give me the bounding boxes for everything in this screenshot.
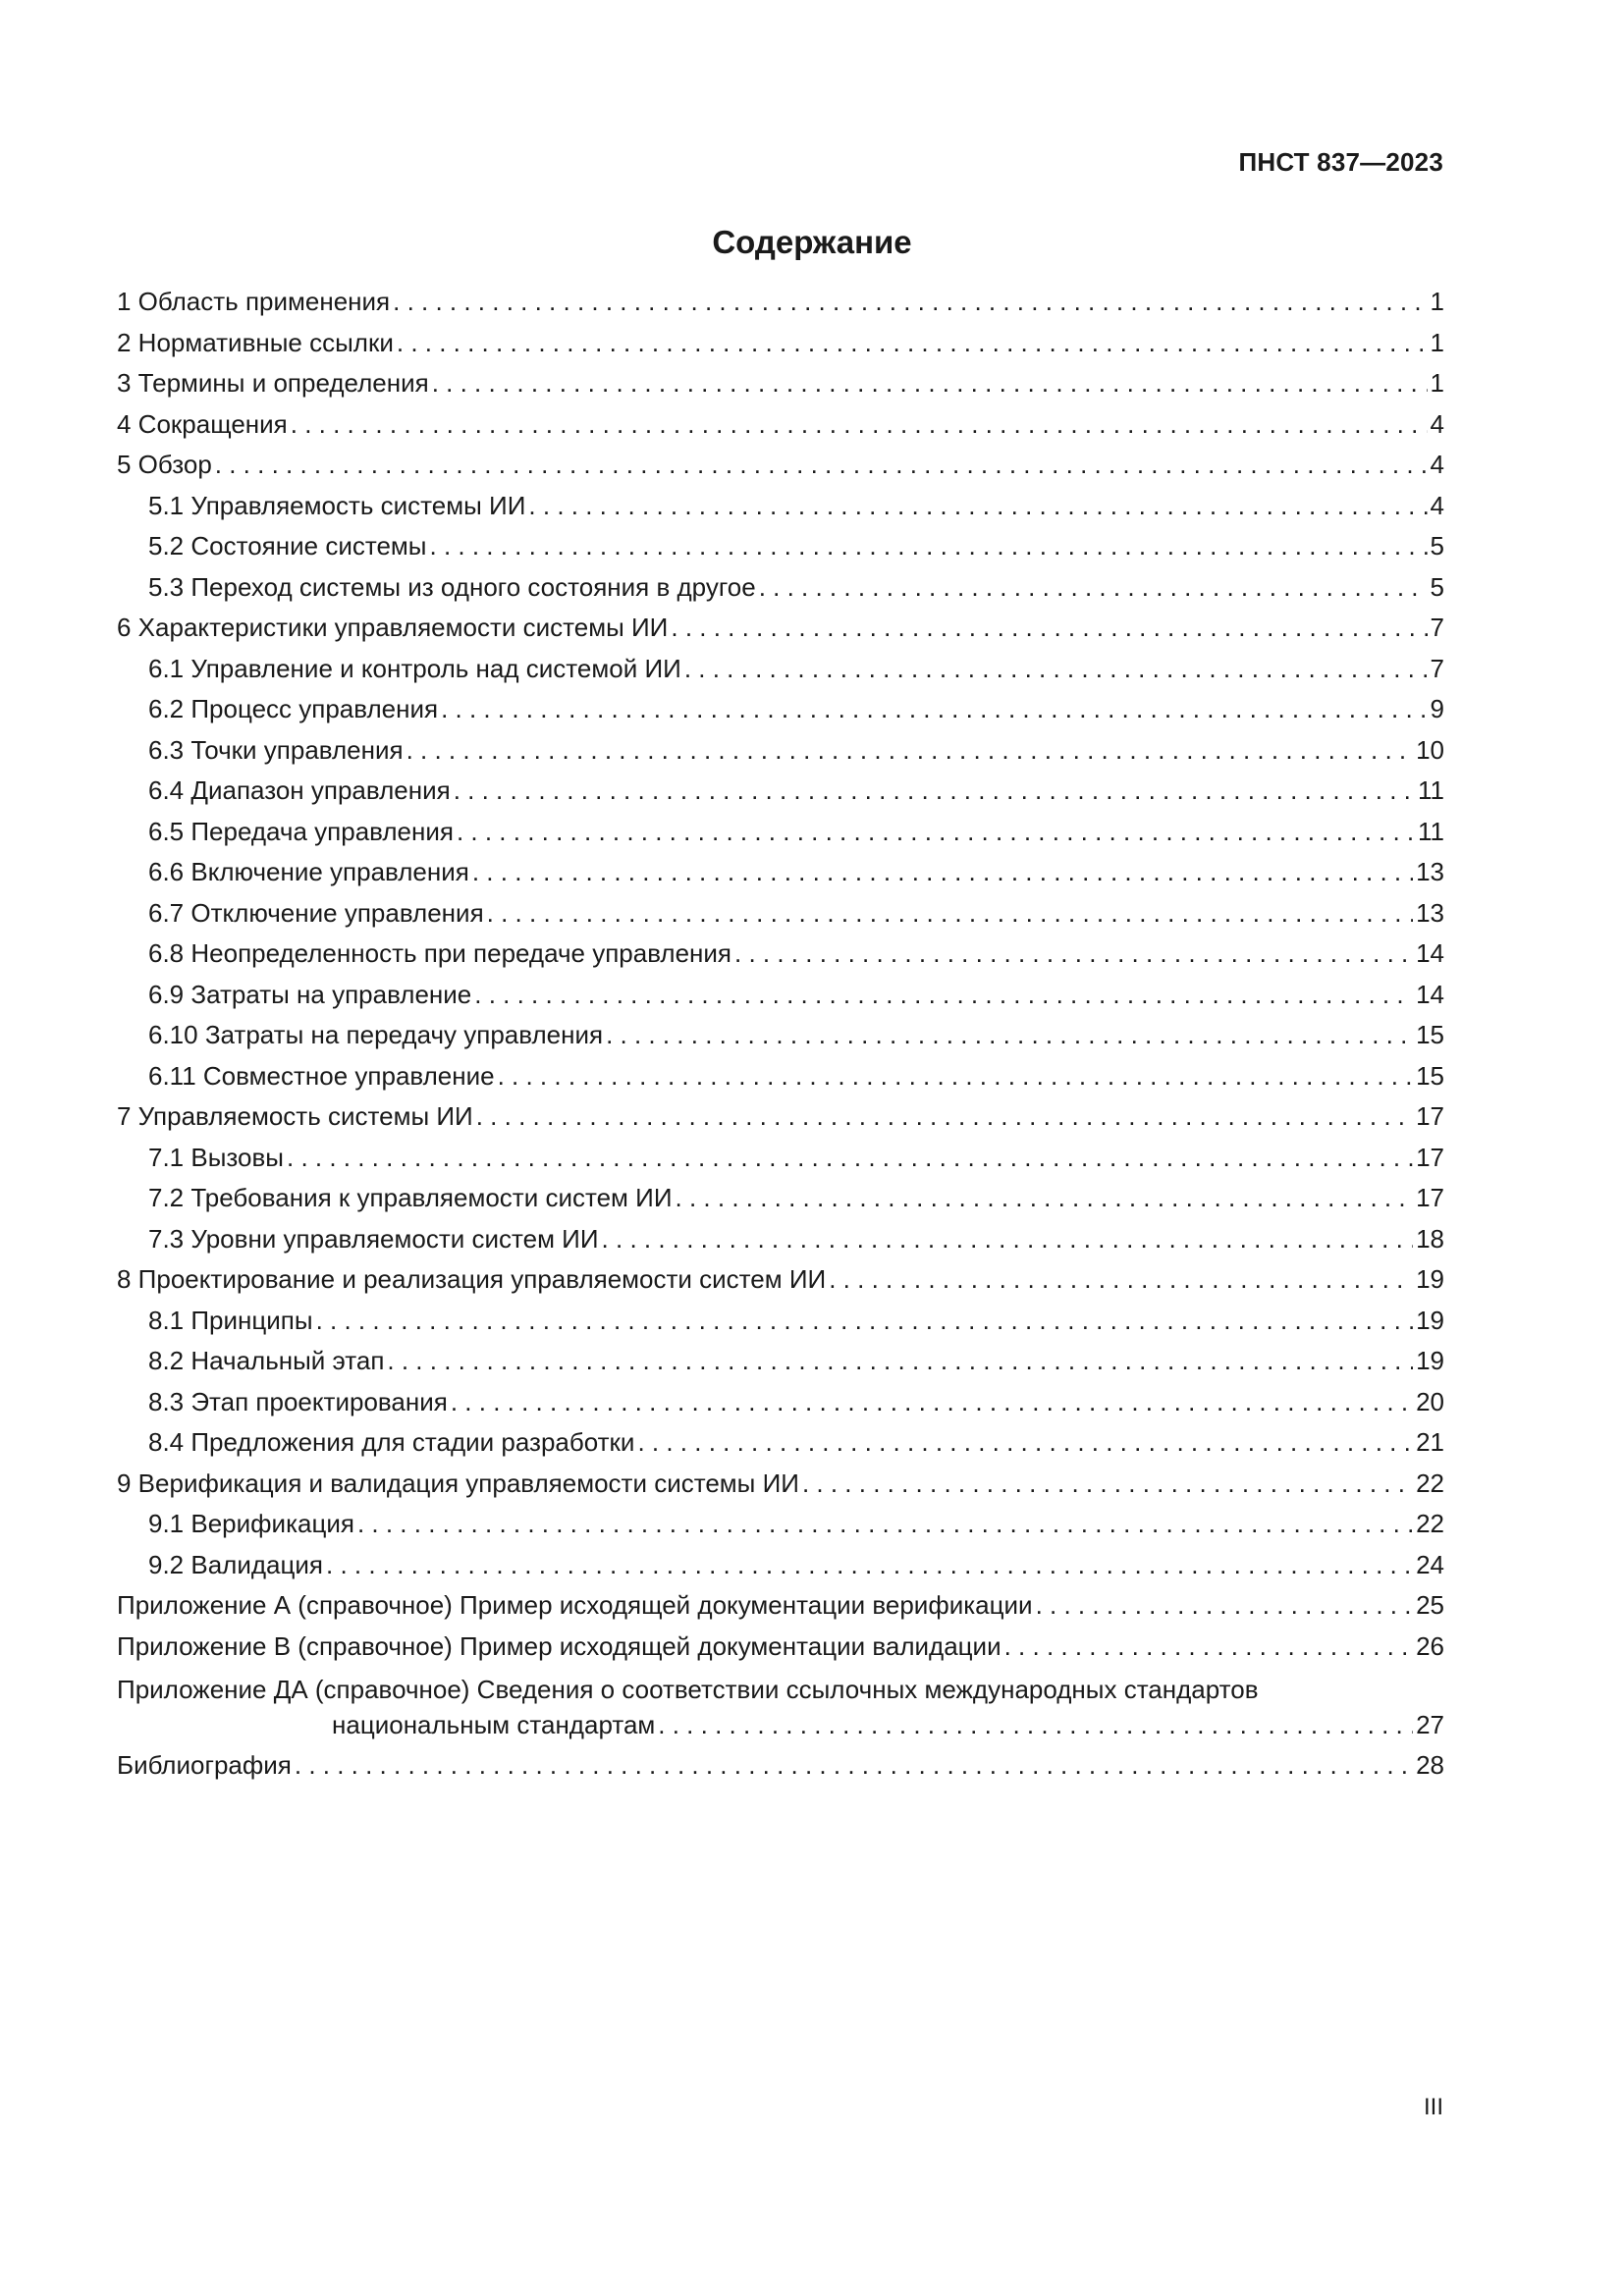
toc-leader-dots bbox=[759, 572, 1428, 603]
toc-leader-dots bbox=[441, 694, 1427, 724]
toc-entry-label: 4 Сокращения bbox=[117, 408, 288, 439]
toc-entry-page: 5 bbox=[1430, 571, 1444, 602]
toc-leader-dots bbox=[734, 938, 1413, 969]
toc-entry-page: 19 bbox=[1416, 1264, 1444, 1294]
toc-entry-page: 10 bbox=[1416, 734, 1444, 765]
toc-entry-page: 25 bbox=[1416, 1590, 1444, 1620]
toc-entry-page: 20 bbox=[1416, 1386, 1444, 1416]
toc-leader-dots bbox=[606, 1020, 1413, 1050]
toc-leader-dots bbox=[451, 1387, 1413, 1417]
toc-entry-page: 26 bbox=[1416, 1630, 1444, 1661]
toc-entry-label-continued: национальным стандартам bbox=[332, 1710, 656, 1739]
toc-entry-label: 6 Характеристики управляемости системы ИИ bbox=[117, 613, 669, 642]
toc-entry-page: 1 bbox=[1430, 327, 1444, 357]
toc-leader-dots bbox=[357, 1509, 1413, 1539]
toc-entry-label: 6.2 Процесс управления bbox=[148, 694, 439, 723]
toc-entry-label: 5 Обзор bbox=[117, 450, 212, 479]
toc-entry[interactable] bbox=[117, 980, 1444, 1021]
toc-leader-dots bbox=[291, 409, 1428, 440]
toc-leader-dots bbox=[387, 1346, 1413, 1376]
toc-leader-dots bbox=[1004, 1631, 1413, 1662]
toc-leader-dots bbox=[637, 1427, 1413, 1458]
toc-entry[interactable] bbox=[117, 1550, 1444, 1591]
toc-leader-dots bbox=[829, 1264, 1413, 1295]
toc-entry-label: 6.11 Совместное управление bbox=[148, 1060, 495, 1091]
toc-leader-dots bbox=[457, 817, 1415, 847]
toc-entry-page: 4 bbox=[1430, 490, 1444, 520]
toc-leader-dots bbox=[326, 1550, 1413, 1580]
toc-entry-label: 6.4 Диапазон управления bbox=[148, 775, 451, 805]
toc-entry-page: 7 bbox=[1430, 653, 1444, 683]
toc-leader-dots bbox=[802, 1468, 1413, 1499]
toc-leader-dots bbox=[215, 450, 1428, 480]
toc-entry-label: Приложение А (справочное) Пример исходящей документации верификации bbox=[117, 1590, 1033, 1620]
toc-entry[interactable] bbox=[117, 817, 1444, 858]
toc-entry-label: 7.3 Уровни управляемости систем ИИ bbox=[148, 1223, 599, 1254]
toc-entry[interactable] bbox=[117, 1224, 1444, 1265]
toc-entry[interactable] bbox=[117, 1264, 1444, 1306]
toc-entry[interactable] bbox=[117, 450, 1444, 491]
toc-entry-label: 6.5 Передача управления bbox=[148, 816, 454, 846]
toc-entry-label: Приложение ДА (справочное) Сведения о соответствии ссылочных международных стандартов bbox=[117, 1675, 1259, 1704]
toc-entry-label: 8.4 Предложения для стадии разработки bbox=[148, 1427, 635, 1457]
toc-entry[interactable] bbox=[117, 1672, 1444, 1750]
toc-leader-dots bbox=[487, 898, 1413, 929]
toc-leader-dots bbox=[528, 491, 1427, 521]
toc-entry-page: 13 bbox=[1416, 897, 1444, 928]
toc-leader-dots bbox=[684, 654, 1428, 684]
toc-entry-page: 24 bbox=[1416, 1549, 1444, 1579]
toc-entry-label: 6.8 Неопределенность при передаче управления bbox=[148, 938, 732, 968]
page-number: III bbox=[1423, 2094, 1443, 2120]
toc-entry-label: 6.7 Отключение управления bbox=[148, 897, 484, 928]
toc-entry[interactable] bbox=[117, 1346, 1444, 1387]
toc-entry[interactable] bbox=[117, 409, 1444, 451]
toc-entry[interactable] bbox=[117, 1061, 1444, 1102]
toc-entry-label: 1 Область применения bbox=[117, 287, 391, 316]
toc-entry[interactable] bbox=[117, 898, 1444, 939]
toc-entry[interactable] bbox=[117, 1590, 1444, 1631]
toc-entry[interactable] bbox=[117, 938, 1444, 980]
toc-leader-dots bbox=[432, 368, 1428, 399]
toc-entry[interactable] bbox=[117, 654, 1444, 695]
toc-entry[interactable] bbox=[117, 1306, 1444, 1347]
document-code: ПНСТ 837—2023 bbox=[1238, 147, 1443, 177]
toc-entry-page: 22 bbox=[1416, 1509, 1444, 1538]
toc-entry-page: 4 bbox=[1430, 408, 1444, 439]
toc-entry[interactable] bbox=[117, 1020, 1444, 1061]
toc-entry[interactable] bbox=[117, 328, 1444, 369]
toc-entry-label: 2 Нормативные ссылки bbox=[117, 327, 394, 357]
toc-entry[interactable] bbox=[117, 1631, 1444, 1673]
toc-leader-dots bbox=[498, 1061, 1413, 1092]
toc-leader-dots bbox=[295, 1750, 1413, 1781]
toc-entry-label: 7 Управляемость системы ИИ bbox=[117, 1101, 473, 1131]
toc-entry-page: 18 bbox=[1416, 1223, 1444, 1254]
toc-entry-page: 1 bbox=[1430, 287, 1444, 316]
toc-entry-label: 5.1 Управляемость системы ИИ bbox=[148, 490, 526, 520]
toc-entry-label: 8.2 Начальный этап bbox=[148, 1346, 385, 1375]
toc-entry[interactable] bbox=[117, 287, 1444, 328]
toc-entry-label: 6.6 Включение управления bbox=[148, 857, 469, 886]
table-of-contents bbox=[117, 287, 1444, 1791]
toc-entry-label: 6.3 Точки управления bbox=[148, 734, 404, 765]
toc-entry[interactable] bbox=[117, 735, 1444, 776]
toc-entry-page: 19 bbox=[1416, 1305, 1444, 1335]
toc-entry-page: 15 bbox=[1416, 1060, 1444, 1091]
toc-entry-label: 5.3 Переход системы из одного состояния в другое bbox=[148, 571, 756, 602]
toc-entry-page: 28 bbox=[1416, 1750, 1444, 1780]
toc-entry-page: 17 bbox=[1416, 1101, 1444, 1131]
toc-entry[interactable] bbox=[117, 775, 1444, 817]
toc-entry[interactable] bbox=[117, 1427, 1444, 1468]
toc-entry[interactable] bbox=[117, 572, 1444, 614]
toc-leader-dots bbox=[658, 1707, 1413, 1742]
toc-entry-page: 11 bbox=[1418, 816, 1444, 846]
toc-entry-label: 9.2 Валидация bbox=[148, 1549, 323, 1579]
toc-leader-dots bbox=[406, 735, 1413, 766]
toc-entry-label: 3 Термины и определения bbox=[117, 368, 429, 398]
toc-leader-dots bbox=[476, 1101, 1413, 1132]
toc-entry[interactable] bbox=[117, 368, 1444, 409]
toc-entry[interactable] bbox=[117, 1509, 1444, 1550]
toc-entry-label: 8 Проектирование и реализация управляемости систем ИИ bbox=[117, 1264, 827, 1294]
toc-entry-page: 14 bbox=[1416, 979, 1444, 1009]
toc-entry[interactable] bbox=[117, 531, 1444, 572]
toc-leader-dots bbox=[397, 328, 1428, 358]
toc-entry[interactable] bbox=[117, 1143, 1444, 1184]
toc-leader-dots bbox=[393, 287, 1427, 317]
toc-title: Содержание bbox=[712, 224, 912, 260]
toc-entry-page: 11 bbox=[1418, 775, 1444, 805]
toc-leader-dots bbox=[430, 531, 1428, 561]
toc-entry-page: 7 bbox=[1430, 613, 1444, 642]
toc-entry-page: 21 bbox=[1416, 1427, 1444, 1457]
toc-leader-dots bbox=[1036, 1590, 1413, 1621]
toc-leader-dots bbox=[474, 980, 1413, 1010]
toc-entry[interactable] bbox=[117, 1750, 1444, 1791]
toc-entry[interactable] bbox=[117, 491, 1444, 532]
toc-entry[interactable] bbox=[117, 694, 1444, 735]
toc-entry-page: 1 bbox=[1430, 368, 1444, 398]
toc-entry-page: 17 bbox=[1416, 1142, 1444, 1172]
toc-entry-label: Приложение В (справочное) Пример исходящей документации валидации bbox=[117, 1630, 1001, 1661]
toc-entry-label: 9 Верификация и валидация управляемости системы ИИ bbox=[117, 1468, 799, 1498]
toc-leader-dots bbox=[602, 1224, 1414, 1255]
toc-entry-page: 4 bbox=[1430, 450, 1444, 479]
toc-leader-dots bbox=[454, 775, 1415, 806]
toc-entry[interactable] bbox=[117, 1101, 1444, 1143]
toc-entry[interactable] bbox=[117, 1468, 1444, 1510]
toc-entry-label: 9.1 Верификация bbox=[148, 1509, 354, 1538]
toc-leader-dots bbox=[316, 1306, 1414, 1336]
toc-entry[interactable] bbox=[117, 613, 1444, 654]
toc-entry-page: 5 bbox=[1430, 531, 1444, 561]
toc-entry-page: 19 bbox=[1416, 1346, 1444, 1375]
toc-entry-page: 14 bbox=[1416, 938, 1444, 968]
toc-entry[interactable] bbox=[117, 1387, 1444, 1428]
toc-entry-label: 6.10 Затраты на передачу управления bbox=[148, 1020, 604, 1049]
toc-entry-page: 15 bbox=[1416, 1020, 1444, 1049]
toc-leader-dots bbox=[472, 857, 1413, 887]
toc-entry-label: 8.1 Принципы bbox=[148, 1305, 313, 1335]
toc-entry[interactable] bbox=[117, 1183, 1444, 1224]
toc-entry-label: 6.9 Затраты на управление bbox=[148, 979, 472, 1009]
toc-entry-label: 8.3 Этап проектирования bbox=[148, 1386, 448, 1416]
toc-entry-page: 17 bbox=[1416, 1183, 1444, 1212]
toc-entry-label: 7.1 Вызовы bbox=[148, 1142, 284, 1172]
toc-leader-dots bbox=[287, 1143, 1413, 1173]
toc-entry-label: 7.2 Требования к управляемости систем ИИ bbox=[148, 1183, 673, 1212]
toc-leader-dots bbox=[671, 613, 1427, 643]
toc-entry-label: 6.1 Управление и контроль над системой ИИ bbox=[148, 653, 681, 683]
toc-entry-page: 22 bbox=[1416, 1468, 1444, 1498]
toc-leader-dots bbox=[676, 1183, 1414, 1213]
toc-entry-page: 13 bbox=[1416, 857, 1444, 886]
toc-entry-label: 5.2 Состояние системы bbox=[148, 531, 427, 561]
toc-entry[interactable] bbox=[117, 857, 1444, 898]
toc-entry-page: 27 bbox=[1416, 1710, 1444, 1739]
toc-entry-label: Библиография bbox=[117, 1750, 292, 1780]
toc-entry-page: 9 bbox=[1430, 694, 1444, 723]
